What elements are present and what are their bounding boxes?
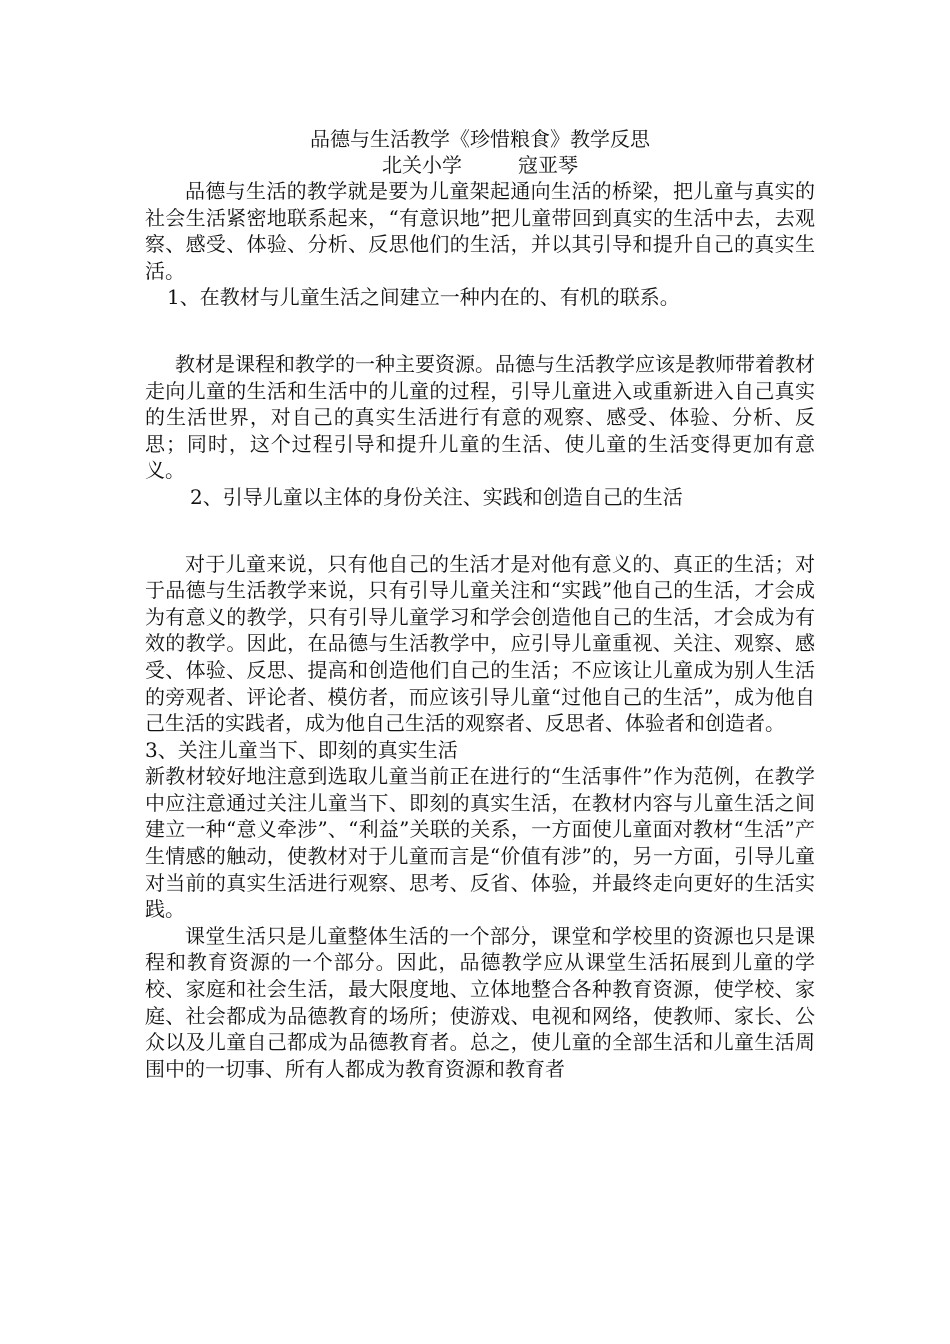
school-name: 北关小学 [382,153,462,177]
body-paragraph-1: 教材是课程和教学的一种主要资源。品德与生活教学应该是教师带着教材走向儿童的生活和生活中的儿童的过程，引导儿童进入或重新进入自己真实的生活世界，对自己的真实生活进行有意的观察、感受、体验、分析、反思；同时，这个过程引导和提升儿童的生活、使儿童的生活变得更加有意义。 [145,351,815,483]
body-paragraph-4: 课堂生活只是儿童整体生活的一个部分，课堂和学校里的资源也只是课程和教育资源的一个部分。因此，品德教学应从课堂生活拓展到儿童的学校、家庭和社会生活，最大限度地、立体地整合各种教育资源，使学校、家庭、社会都成为品德教育的场所；使游戏、电视和网络，使教师、家长、公众以及儿童自己都成为品德教育者。总之，使儿童的全部生活和儿童生活周围中的一切事、所有人都成为教育资源和教育者 [145,923,815,1081]
blank-line [145,311,815,351]
document-title: 品德与生活教学《珍惜粮食》教学反思 [310,127,650,151]
section-heading-3: 3、关注儿童当下、即刻的真实生活 [145,737,458,762]
body-paragraph-2: 对于儿童来说，只有他自己的生活才是对他有意义的、真正的生活；对于品德与生活教学来说，只有引导儿童关注和“实践”他自己的生活，才会成为有意义的教学，只有引导儿童学习和学会创造他自己的生活，才会成为有效的教学。因此，在品德与生活教学中，应引导儿童重视、关注、观察、感受、体验、反思、提高和创造他们自己的生活；不应该让儿童成为别人生活的旁观者、评论者、模仿者，而应该引导儿童“过他自己的生活”，成为他自己生活的实践者，成为他自己生活的观察者、反思者、体验者和创造者。 [145,551,815,736]
section-heading-2: 2、引导儿童以主体的身份关注、实践和创造自己的生活 [190,484,683,509]
document-body [145,126,815,1082]
body-paragraph-3: 新教材较好地注意到选取儿童当前正在进行的“生活事件”作为范例，在教学中应注意通过关注儿童当下、即刻的真实生活，在教材内容与儿童生活之间建立一种“意义牵涉”、“利益”关联的关系，一方面使儿童面对教材“生活”产生情感的触动，使教材对于儿童而言是“价值有涉”的，另一方面，引导儿童对当前的真实生活进行观察、思考、反省、体验，并最终走向更好的生活实践。 [145,764,815,922]
blank-line [145,511,815,551]
section-heading-1: 1、在教材与儿童生活之间建立一种内在的、有机的联系。 [167,285,680,310]
intro-paragraph: 品德与生活的教学就是要为儿童架起通向生活的桥梁，把儿童与真实的社会生活紧密地联系起来，“有意识地”把儿童带回到真实的生活中去，去观察、感受、体验、分析、反思他们的生活，并以其引导和提升自己的真实生活。 [145,179,815,283]
author-name: 寇亚琴 [518,153,578,177]
byline [145,152,815,178]
